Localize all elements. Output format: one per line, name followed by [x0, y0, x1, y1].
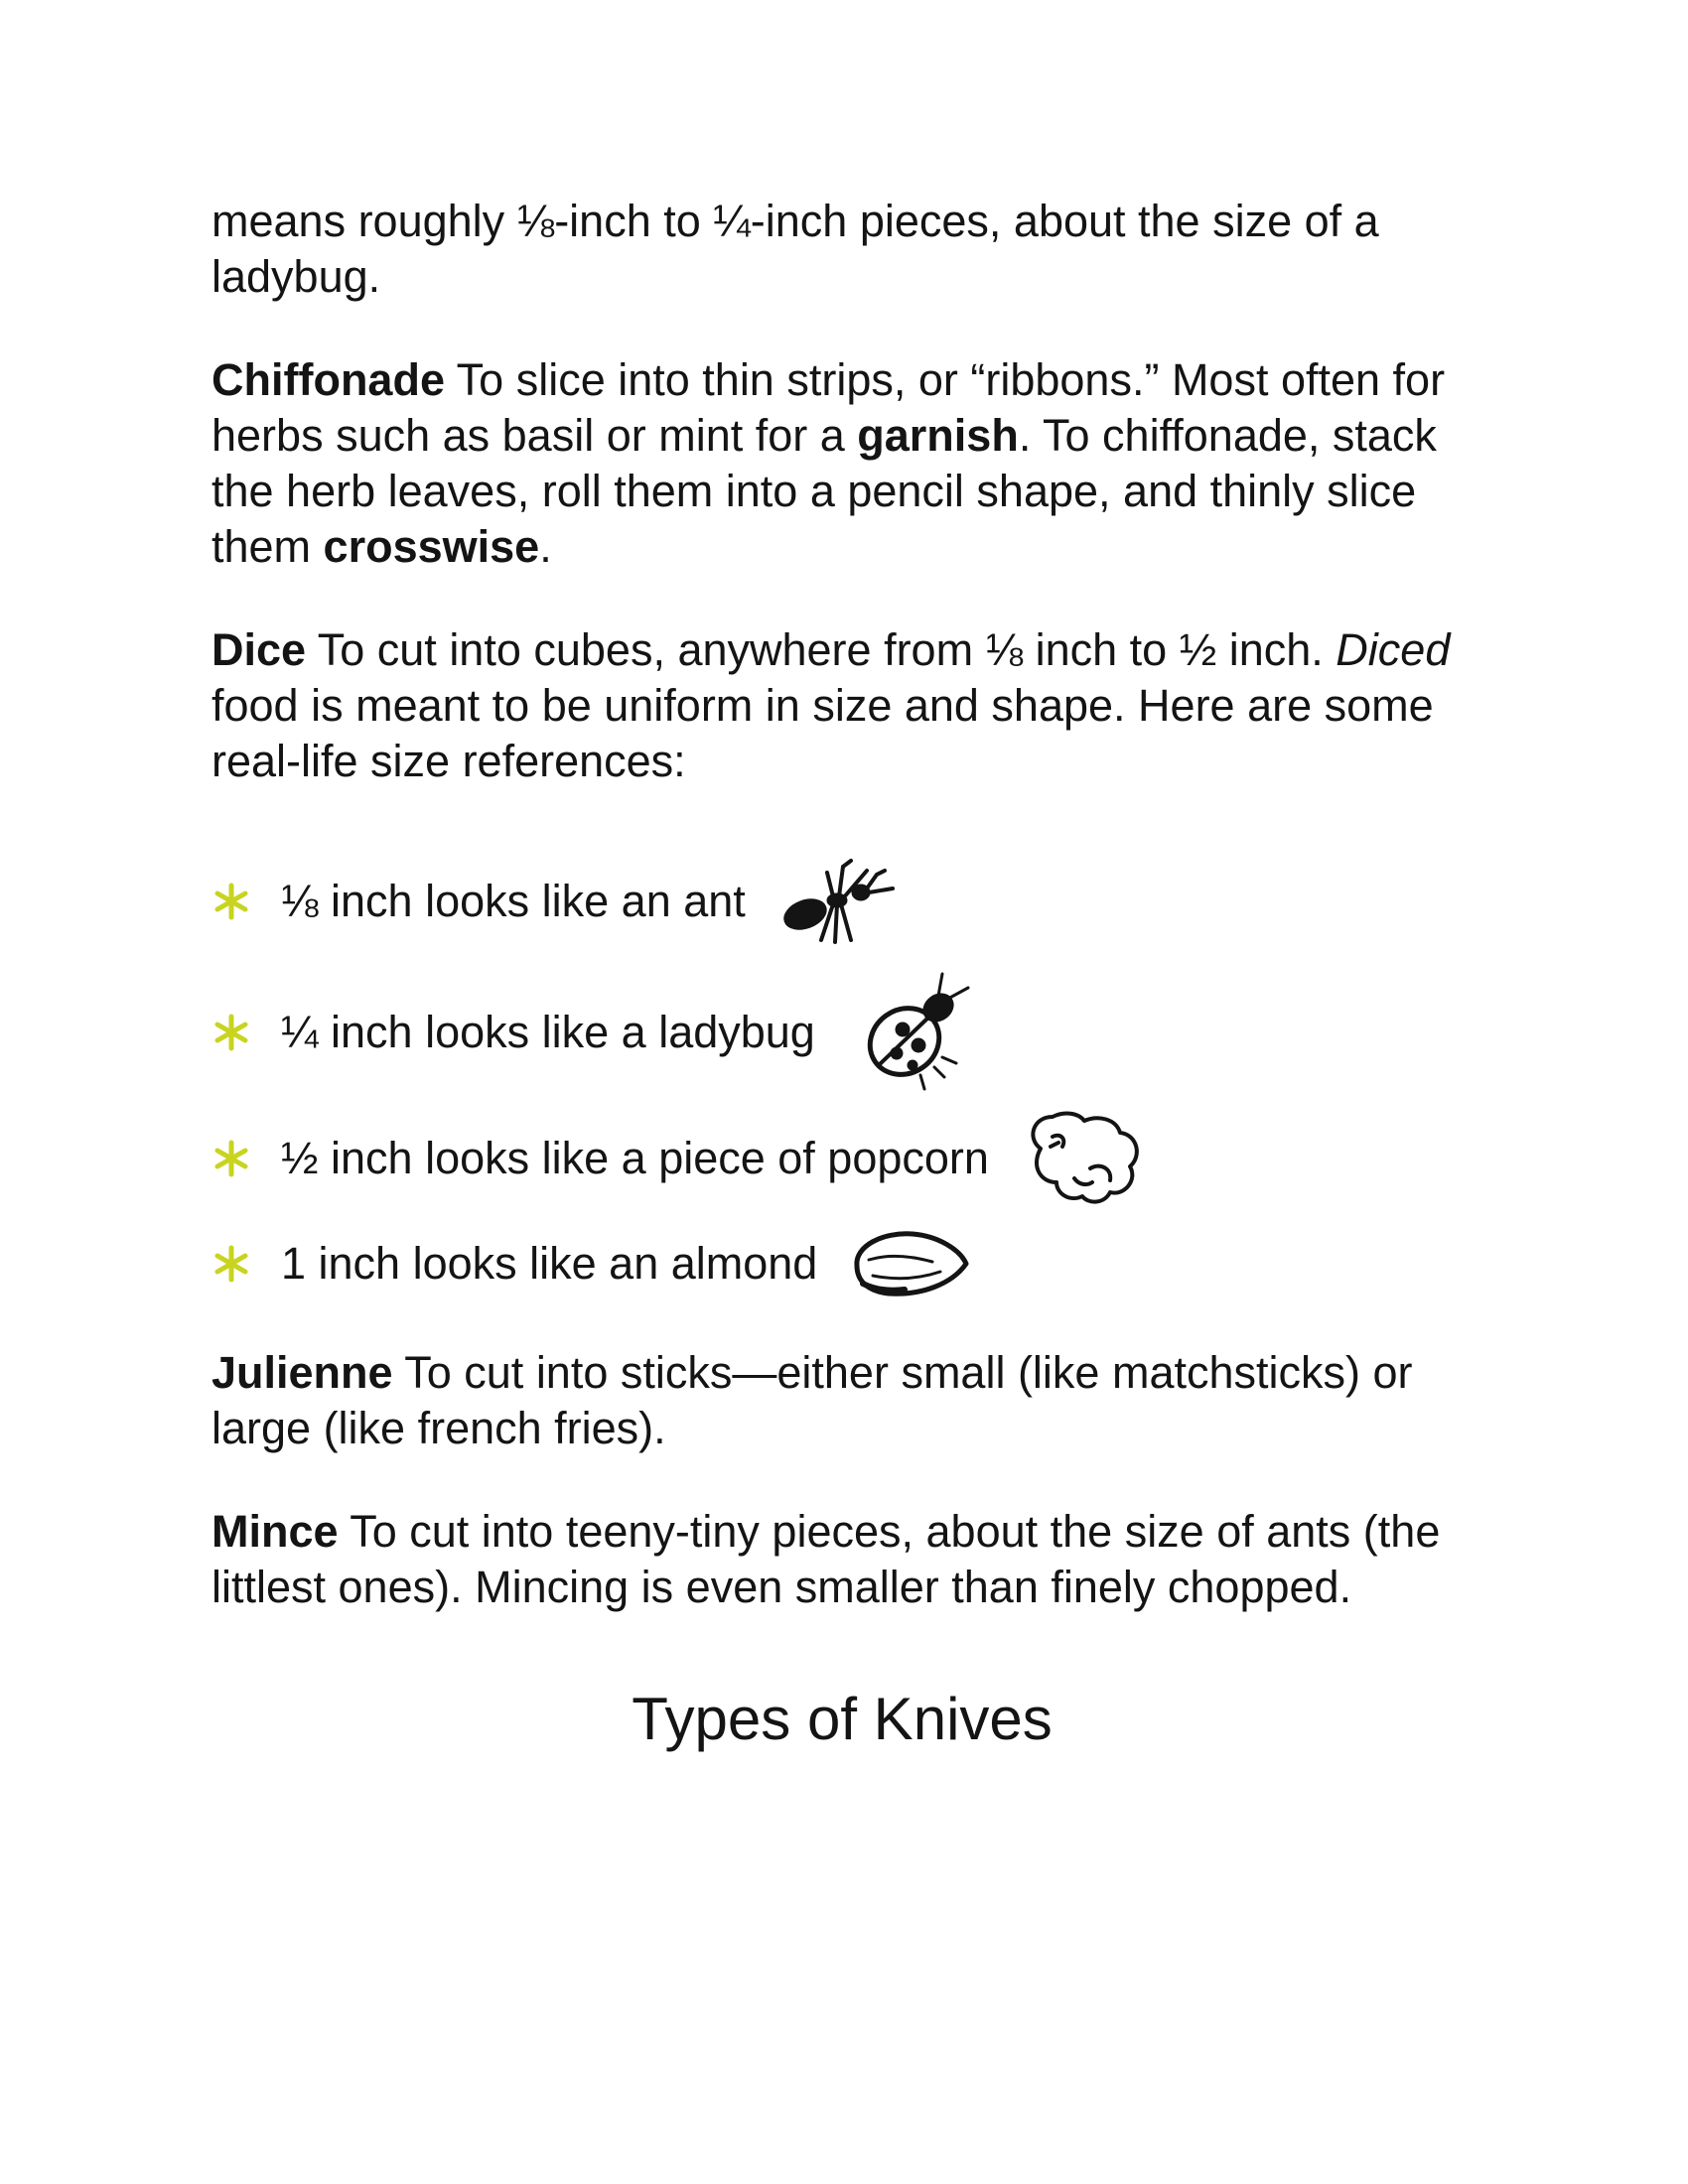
asterisk-bullet-icon	[211, 1244, 251, 1284]
julienne-term: Julienne	[211, 1347, 393, 1398]
dice-term: Dice	[211, 624, 307, 675]
list-item	[211, 1226, 973, 1300]
mince-text: To cut into teeny-tiny pieces, about the size of ants (the littlest ones). Mincing is even smaller than finely chopped.	[211, 1506, 1441, 1612]
diced-italic: Diced	[1336, 624, 1451, 675]
chiffonade-definition	[211, 352, 1502, 575]
chiffonade-term: Chiffonade	[211, 354, 445, 405]
reference-label: ½ inch looks like a piece of popcorn	[281, 1133, 989, 1183]
section-heading: Types of Knives	[632, 1686, 1053, 1752]
julienne-definition	[211, 1345, 1502, 1456]
julienne-text: To cut into sticks—either small (like matchsticks) or large (like french fries).	[211, 1347, 1413, 1453]
crosswise-term: crosswise	[323, 521, 540, 572]
chiffonade-text-2: . To chiffonade, stack the herb leaves, roll them into a pencil shape, and thinly slice them	[211, 410, 1437, 572]
reference-label: ¼ inch looks like a ladybug	[281, 1007, 815, 1057]
dice-text-1: To cut into cubes, anywhere from ⅛ inch to ½ inch.	[306, 624, 1336, 675]
mince-definition	[211, 1504, 1502, 1615]
ladybug-icon	[847, 968, 976, 1097]
chiffonade-text-3: .	[539, 521, 552, 572]
popcorn-icon	[1021, 1109, 1145, 1208]
list-item	[211, 857, 897, 946]
asterisk-bullet-icon	[211, 1013, 251, 1052]
chiffonade-text-1: To slice into thin strips, or “ribbons.” Most often for herbs such as basil or mint for a	[211, 354, 1446, 461]
almond-icon	[849, 1226, 973, 1300]
garnish-term: garnish	[857, 410, 1019, 461]
intro-paragraph: means roughly ⅛-inch to ¼-inch pieces, about the size of a ladybug.	[211, 196, 1379, 302]
dice-text-2: food is meant to be uniform in size and shape. Here are some real-life size references:	[211, 680, 1434, 786]
list-item	[211, 1109, 1145, 1208]
size-reference-list	[211, 829, 1502, 1345]
page-content	[211, 194, 1502, 1754]
list-item	[211, 968, 976, 1097]
reference-label: 1 inch looks like an almond	[281, 1237, 818, 1289]
ant-icon	[777, 857, 897, 946]
reference-label: ⅛ inch looks like an ant	[281, 876, 746, 926]
asterisk-bullet-icon	[211, 882, 251, 921]
dice-definition	[211, 622, 1502, 789]
mince-term: Mince	[211, 1506, 339, 1557]
asterisk-bullet-icon	[211, 1139, 251, 1178]
